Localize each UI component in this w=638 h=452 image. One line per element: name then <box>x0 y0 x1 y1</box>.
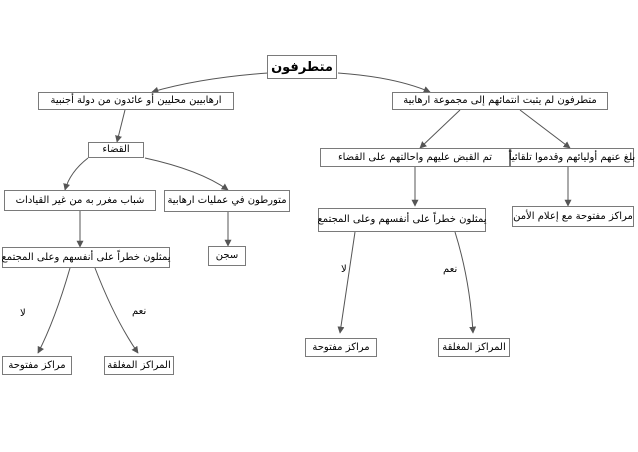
edge-right-title-arrested <box>420 110 460 148</box>
node-arrested-referred: تم القبض عليهم واحالتهم على القضاء <box>320 148 510 167</box>
label-left-no: لا <box>20 308 26 319</box>
edge-left-no <box>38 268 70 353</box>
node-open-centers-with-security: مراكز مفتوحة مع إعلام الأمن <box>512 206 634 227</box>
edge-dangerous-no <box>340 232 355 333</box>
node-local-or-returning-terrorists: ارهابيين محليين أو عائدون من دولة أجنبية <box>38 92 234 110</box>
label-right-yes: نعم <box>443 264 458 275</box>
node-judiciary: القضاء <box>88 142 144 158</box>
root-node: متطرفون <box>267 55 337 79</box>
node-involved-in-terror: متورطون في عمليات ارهابية <box>164 190 290 212</box>
node-left-closed-centers: المراكز المغلقة <box>104 356 174 375</box>
node-left-open-centers: مراكز مفتوحة <box>2 356 72 375</box>
node-misled-youth: شباب مغرر به من غير القيادات <box>4 190 156 211</box>
edge-right-title-reported <box>520 110 570 148</box>
node-extremists-no-group: متطرفون لم يثبت انتمائهم إلى مجموعة ارهابية <box>392 92 608 110</box>
node-right-open-centers: مراكز مفتوحة <box>305 338 377 357</box>
node-prison: سجن <box>208 246 246 266</box>
edge-root-left <box>152 73 268 92</box>
edge-judiciary-misled <box>65 158 88 190</box>
node-left-dangerous: يمثلون خطراً على أنفسهم وعلى المجتمع <box>2 247 170 268</box>
node-reported-by-guardians: بلغ عنهم أوليائهم وقدموا تلقائياً <box>510 148 634 167</box>
edge-judiciary-involved <box>145 158 228 190</box>
edge-dangerous-yes <box>455 232 473 333</box>
label-left-yes: نعم <box>132 306 147 317</box>
node-right-dangerous: يمثلون خطراً على أنفسهم وعلى المجتمع <box>318 208 486 232</box>
label-right-no: لا <box>341 264 347 275</box>
edge-left-title-judiciary <box>117 110 125 142</box>
edge-root-right <box>338 73 430 92</box>
node-right-closed-centers: المراكز المغلقة <box>438 338 510 357</box>
